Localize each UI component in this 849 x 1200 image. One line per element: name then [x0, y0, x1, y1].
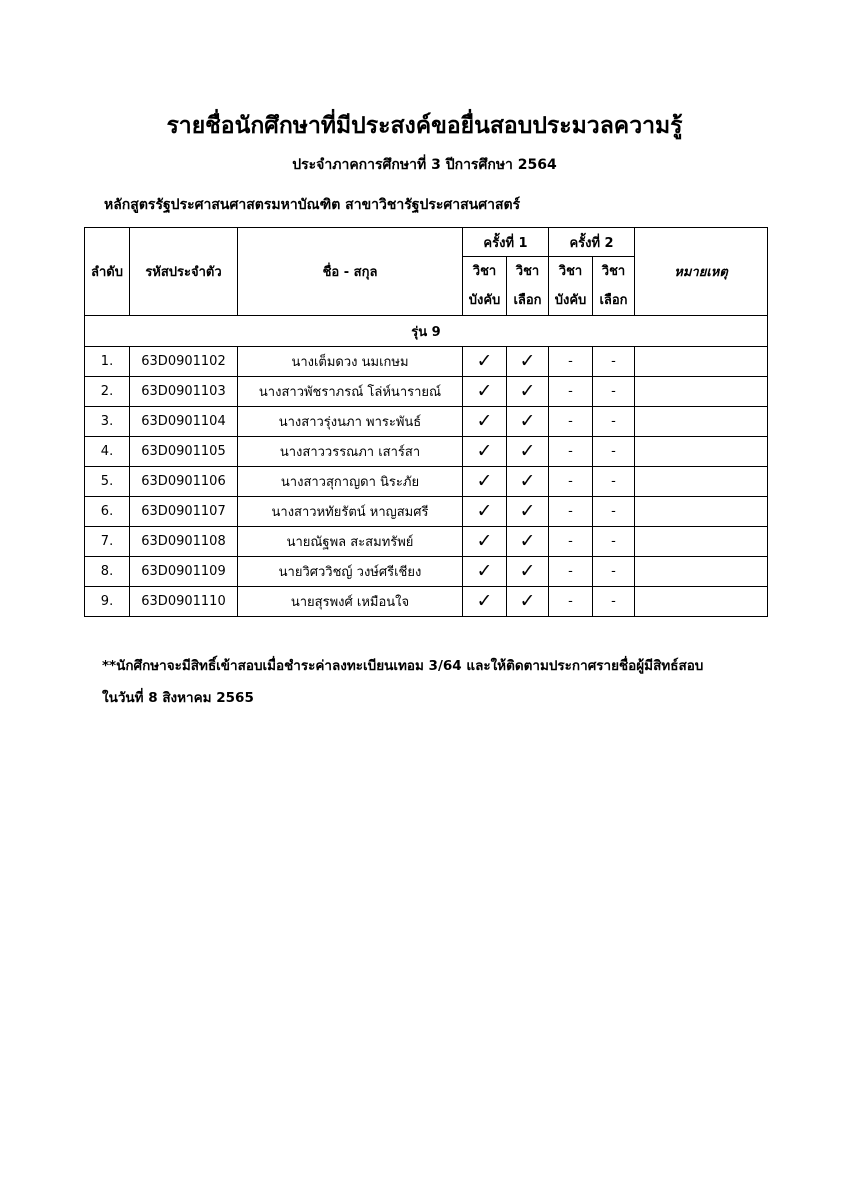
table-row — [85, 587, 768, 617]
student-id: 63D0901105 — [130, 437, 238, 467]
round1-elective-mark: ✓ — [507, 527, 549, 557]
round1-compulsory-mark: ✓ — [463, 347, 507, 377]
round2-elective-mark: - — [593, 437, 635, 467]
round2-compulsory-mark: - — [549, 587, 593, 617]
round1-compulsory-mark: ✓ — [463, 437, 507, 467]
semester-subtitle: ประจำภาคการศึกษาที่ 3 ปีการศึกษา 2564 — [292, 157, 557, 173]
round2-elective-mark: - — [593, 467, 635, 497]
student-id: 63D0901107 — [130, 497, 238, 527]
round1-elective-mark: ✓ — [507, 437, 549, 467]
remark-cell — [635, 437, 768, 467]
round1-compulsory-mark: ✓ — [463, 467, 507, 497]
round2-elective-mark: - — [593, 407, 635, 437]
remark-cell — [635, 557, 768, 587]
header-order: ลำดับ — [85, 228, 130, 316]
row-number: 9. — [85, 587, 130, 617]
eligibility-note: **นักศึกษาจะมีสิทธิ์เข้าสอบเมื่อชำระค่าลงทะเบียนเทอม 3/64 และให้ติดตามประกาศรายชื่อผู้มีสิทธ์สอบ — [102, 658, 704, 674]
student-name: นายสุรพงศ์ เหมือนใจ — [238, 587, 463, 617]
round1-compulsory-mark: ✓ — [463, 527, 507, 557]
student-name: นางสาวพัชราภรณ์ โล่ห์นารายณ์ — [238, 377, 463, 407]
round2-compulsory-mark: - — [549, 497, 593, 527]
student-name: นางสาวหทัยรัตน์ หาญสมศรี — [238, 497, 463, 527]
round1-compulsory-mark: ✓ — [463, 557, 507, 587]
student-name: นางสาวรุ่งนภา พาระพันธ์ — [238, 407, 463, 437]
remark-cell — [635, 467, 768, 497]
round2-elective-mark: - — [593, 587, 635, 617]
document-title: รายชื่อนักศึกษาที่มีประสงค์ขอยื่นสอบประมวลความรู้ — [166, 113, 683, 139]
round2-compulsory-mark: - — [549, 377, 593, 407]
round1-elective-mark: ✓ — [507, 377, 549, 407]
remark-cell — [635, 377, 768, 407]
remark-cell — [635, 347, 768, 377]
student-table — [84, 227, 768, 617]
round2-compulsory-mark: - — [549, 557, 593, 587]
round1-elective-mark: ✓ — [507, 557, 549, 587]
student-name: นายวิศววิชญ์ วงษ์ศรีเชียง — [238, 557, 463, 587]
table-row — [85, 497, 768, 527]
student-id: 63D0901109 — [130, 557, 238, 587]
header-remark: หมายเหตุ — [635, 228, 768, 316]
remark-cell — [635, 587, 768, 617]
header-r1-elective: วิชา เลือก — [507, 257, 549, 316]
group-label: รุ่น 9 — [85, 316, 768, 347]
round1-compulsory-mark: ✓ — [463, 587, 507, 617]
table-row — [85, 557, 768, 587]
round2-elective-mark: - — [593, 497, 635, 527]
row-number: 1. — [85, 347, 130, 377]
round2-elective-mark: - — [593, 557, 635, 587]
round1-elective-mark: ✓ — [507, 497, 549, 527]
header-student-id: รหัสประจำตัว — [130, 228, 238, 316]
round1-elective-mark: ✓ — [507, 347, 549, 377]
row-number: 5. — [85, 467, 130, 497]
round2-compulsory-mark: - — [549, 437, 593, 467]
student-id: 63D0901104 — [130, 407, 238, 437]
round2-elective-mark: - — [593, 347, 635, 377]
round2-compulsory-mark: - — [549, 527, 593, 557]
header-r1-compulsory: วิชา บังคับ — [463, 257, 507, 316]
student-id: 63D0901103 — [130, 377, 238, 407]
round1-compulsory-mark: ✓ — [463, 497, 507, 527]
group-row — [85, 316, 768, 347]
table-row — [85, 377, 768, 407]
header-round-2: ครั้งที่ 2 — [549, 228, 635, 257]
row-number: 7. — [85, 527, 130, 557]
student-name: นางเต็มดวง นมเกษม — [238, 347, 463, 377]
student-name: นางสาววรรณภา เสาร์สา — [238, 437, 463, 467]
round2-elective-mark: - — [593, 377, 635, 407]
student-name: นายณัฐพล สะสมทรัพย์ — [238, 527, 463, 557]
round1-elective-mark: ✓ — [507, 467, 549, 497]
student-id: 63D0901102 — [130, 347, 238, 377]
header-round-1: ครั้งที่ 1 — [463, 228, 549, 257]
header-r2-compulsory: วิชา บังคับ — [549, 257, 593, 316]
program-name: หลักสูตรรัฐประศาสนศาสตรมหาบัณฑิต สาขาวิชารัฐประศาสนศาสตร์ — [104, 197, 521, 213]
table-row — [85, 467, 768, 497]
student-id: 63D0901108 — [130, 527, 238, 557]
round2-compulsory-mark: - — [549, 407, 593, 437]
table-row — [85, 347, 768, 377]
round2-compulsory-mark: - — [549, 347, 593, 377]
row-number: 2. — [85, 377, 130, 407]
table-row — [85, 527, 768, 557]
row-number: 4. — [85, 437, 130, 467]
round1-elective-mark: ✓ — [507, 407, 549, 437]
remark-cell — [635, 497, 768, 527]
remark-cell — [635, 407, 768, 437]
student-id: 63D0901106 — [130, 467, 238, 497]
student-id: 63D0901110 — [130, 587, 238, 617]
row-number: 8. — [85, 557, 130, 587]
table-row — [85, 407, 768, 437]
round1-compulsory-mark: ✓ — [463, 377, 507, 407]
table-row — [85, 437, 768, 467]
row-number: 6. — [85, 497, 130, 527]
announcement-date: ในวันที่ 8 สิงหาคม 2565 — [102, 690, 254, 706]
row-number: 3. — [85, 407, 130, 437]
round1-elective-mark: ✓ — [507, 587, 549, 617]
header-r2-elective: วิชา เลือก — [593, 257, 635, 316]
remark-cell — [635, 527, 768, 557]
round1-compulsory-mark: ✓ — [463, 407, 507, 437]
student-name: นางสาวสุกาญดา นิระภัย — [238, 467, 463, 497]
round2-elective-mark: - — [593, 527, 635, 557]
header-name: ชื่อ - สกุล — [238, 228, 463, 316]
round2-compulsory-mark: - — [549, 467, 593, 497]
